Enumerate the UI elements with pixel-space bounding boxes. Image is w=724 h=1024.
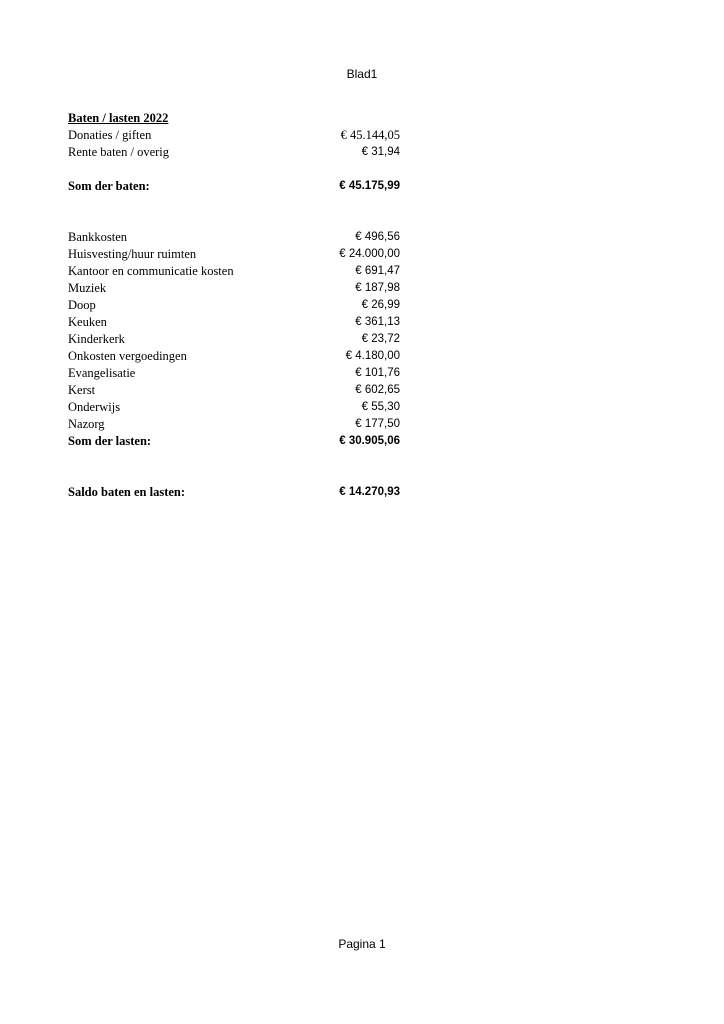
statement-heading-row bbox=[68, 110, 400, 127]
balance-amount: € 14.270,93 bbox=[339, 486, 400, 498]
expense-amount: € 26,99 bbox=[361, 299, 400, 311]
expense-amount: € 691,47 bbox=[355, 265, 400, 277]
expense-row bbox=[68, 246, 400, 263]
expense-amount: € 361,13 bbox=[355, 316, 400, 328]
total-expense-amount: € 30.905,06 bbox=[339, 435, 400, 447]
page-number: Pagina 1 bbox=[338, 937, 386, 951]
expense-amount: € 101,76 bbox=[355, 367, 400, 379]
income-row-donaties bbox=[68, 127, 400, 144]
financial-statement bbox=[68, 110, 400, 501]
expense-row bbox=[68, 314, 400, 331]
expense-label: Evangelisatie bbox=[68, 366, 136, 380]
expense-label: Onderwijs bbox=[68, 400, 121, 414]
expense-row bbox=[68, 331, 400, 348]
expense-label: Huisvesting/huur ruimten bbox=[68, 247, 197, 261]
income-row-rente bbox=[68, 144, 400, 161]
expense-amount: € 602,65 bbox=[355, 384, 400, 396]
expense-row bbox=[68, 399, 400, 416]
expense-amount: € 4.180,00 bbox=[345, 350, 400, 362]
expense-row bbox=[68, 416, 400, 433]
expense-label: Doop bbox=[68, 298, 96, 312]
income-amount: € 45.144,05 bbox=[340, 128, 400, 142]
total-income-amount: € 45.175,99 bbox=[339, 180, 400, 192]
statement-heading: Baten / lasten 2022 bbox=[68, 111, 169, 125]
expense-amount: € 177,50 bbox=[355, 418, 400, 430]
expense-row bbox=[68, 263, 400, 280]
expense-label: Kinderkerk bbox=[68, 332, 125, 346]
expense-amount: € 496,56 bbox=[355, 231, 400, 243]
expense-label: Kerst bbox=[68, 383, 96, 397]
expense-row bbox=[68, 382, 400, 399]
income-label: Donaties / giften bbox=[68, 128, 152, 142]
expense-row bbox=[68, 280, 400, 297]
expense-label: Nazorg bbox=[68, 417, 105, 431]
balance-label: Saldo baten en lasten: bbox=[68, 485, 186, 499]
expense-row bbox=[68, 365, 400, 382]
expense-label: Keuken bbox=[68, 315, 107, 329]
expense-label: Bankkosten bbox=[68, 230, 128, 244]
expense-label: Kantoor en communicatie kosten bbox=[68, 264, 234, 278]
expense-amount: € 187,98 bbox=[355, 282, 400, 294]
expense-row bbox=[68, 229, 400, 246]
sheet-name: Blad1 bbox=[346, 67, 378, 81]
total-expense-row bbox=[68, 433, 400, 450]
balance-row bbox=[68, 484, 400, 501]
expense-amount: € 23,72 bbox=[361, 333, 400, 345]
total-expense-label: Som der lasten: bbox=[68, 434, 152, 448]
total-income-row bbox=[68, 178, 400, 195]
expense-label: Onkosten vergoedingen bbox=[68, 349, 187, 363]
expense-label: Muziek bbox=[68, 281, 107, 295]
expense-amount: € 55,30 bbox=[361, 401, 400, 413]
total-income-label: Som der baten: bbox=[68, 179, 150, 193]
income-amount: € 31,94 bbox=[361, 146, 400, 158]
expense-amount: € 24.000,00 bbox=[339, 248, 400, 260]
expense-row bbox=[68, 348, 400, 365]
income-label: Rente baten / overig bbox=[68, 145, 170, 159]
expense-row bbox=[68, 297, 400, 314]
